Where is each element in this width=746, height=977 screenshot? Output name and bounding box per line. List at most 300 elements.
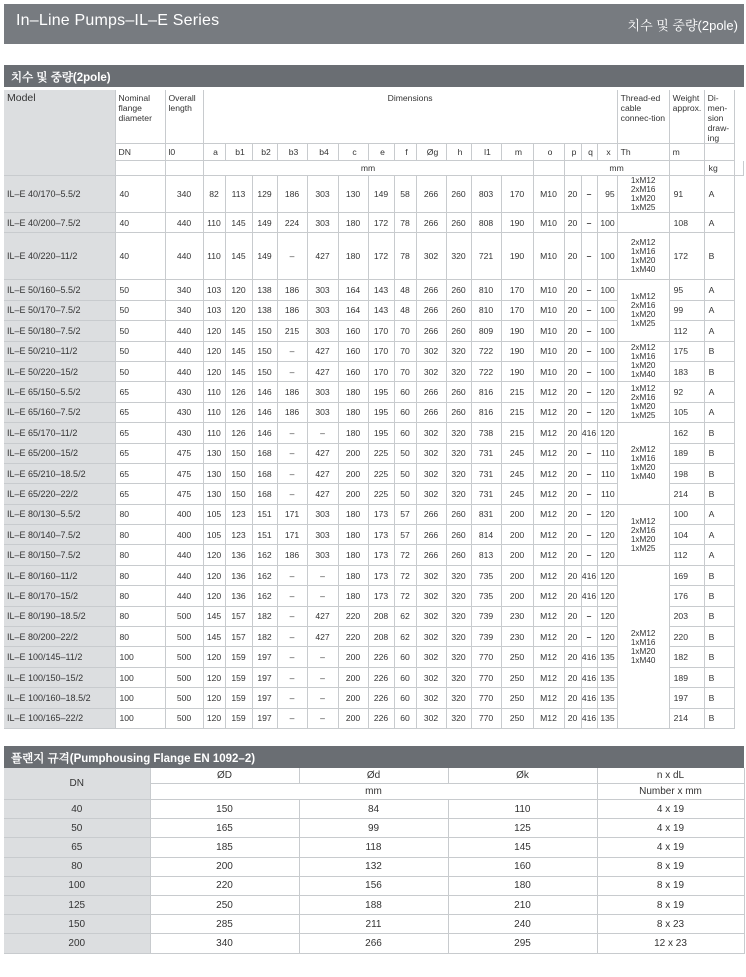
dim-cell-b3: – [277, 361, 307, 381]
dim-cell-g: 266 [416, 176, 446, 213]
dim-cell-h: 260 [446, 300, 471, 320]
bolt-circle-cell: 180 [448, 876, 597, 895]
dim-cell-h: 320 [446, 443, 471, 463]
column-symbol: DN [115, 144, 165, 161]
dim-cell-f: 48 [394, 300, 416, 320]
dim-cell-g: 302 [416, 484, 446, 504]
column-header-drawing: Di-men-sion draw-ing [704, 90, 734, 144]
dim-cell-x: 120 [597, 586, 617, 606]
dim-cell-f: 72 [394, 545, 416, 565]
drawing-cell: B [704, 565, 734, 585]
dn-cell: 100 [115, 647, 165, 667]
drawing-cell: B [704, 647, 734, 667]
dim-cell-l1: 770 [471, 647, 501, 667]
dn-cell: 50 [115, 361, 165, 381]
dim-cell-b2: 151 [252, 525, 277, 545]
column-header-dn: DN [4, 768, 150, 800]
model-cell: IL–E 50/210–11/2 [4, 341, 115, 361]
dim-cell-b3: 186 [277, 545, 307, 565]
dim-cell-l0: 475 [165, 484, 203, 504]
dim-cell-b2: 162 [252, 545, 277, 565]
dim-cell-b4: – [307, 647, 338, 667]
dim-cell-g: 266 [416, 504, 446, 524]
dim-cell-m: 190 [501, 233, 533, 280]
dim-cell-o: M12 [533, 565, 564, 585]
dim-cell-g: 266 [416, 525, 446, 545]
dim-cell-b2: 149 [252, 213, 277, 233]
weight-cell: 92 [669, 382, 704, 402]
units-cell [669, 161, 704, 176]
column-symbol: e [368, 144, 394, 161]
dim-cell-b1: 123 [225, 525, 252, 545]
dim-cell-l0: 440 [165, 361, 203, 381]
dim-cell-m: 190 [501, 341, 533, 361]
dim-cell-l0: 440 [165, 321, 203, 341]
weight-cell: 214 [669, 708, 704, 728]
dim-cell-b4: 427 [307, 463, 338, 483]
dim-cell-l1: 738 [471, 423, 501, 443]
dim-cell-b4: – [307, 586, 338, 606]
dim-cell-l0: 340 [165, 176, 203, 213]
dim-cell-x: 120 [597, 382, 617, 402]
dim-cell-g: 302 [416, 463, 446, 483]
dim-cell-f: 50 [394, 463, 416, 483]
dim-cell-b4: 427 [307, 627, 338, 647]
dim-cell-o: M12 [533, 708, 564, 728]
table-row [4, 800, 744, 819]
dim-cell-b4: 303 [307, 300, 338, 320]
dim-cell-b4: – [307, 708, 338, 728]
dim-cell-a: 145 [203, 627, 225, 647]
dim-cell-b1: 159 [225, 667, 252, 687]
dim-cell-e: 226 [368, 688, 394, 708]
dim-cell-a: 103 [203, 300, 225, 320]
dim-cell-b1: 150 [225, 443, 252, 463]
table-row [4, 233, 744, 280]
dim-cell-g: 302 [416, 688, 446, 708]
dim-cell-c: 164 [338, 300, 368, 320]
dim-cell-b3: – [277, 647, 307, 667]
dim-cell-p: 20 [564, 708, 581, 728]
dim-cell-b4: – [307, 423, 338, 443]
dim-cell-p: 20 [564, 504, 581, 524]
dim-cell-h: 320 [446, 586, 471, 606]
dn-cell: 50 [4, 819, 150, 838]
dim-cell-q: – [581, 280, 597, 300]
dim-cell-f: 57 [394, 525, 416, 545]
units-mm: mm [203, 161, 533, 176]
units-row [4, 161, 744, 176]
dim-cell-h: 320 [446, 463, 471, 483]
dim-cell-b1: 145 [225, 233, 252, 280]
dn-cell: 50 [115, 300, 165, 320]
column-symbol: b1 [225, 144, 252, 161]
dim-cell-g: 302 [416, 565, 446, 585]
drawing-cell: A [704, 213, 734, 233]
model-cell: IL–E 100/165–22/2 [4, 708, 115, 728]
dim-cell-q: 416 [581, 688, 597, 708]
model-cell: IL–E 100/145–11/2 [4, 647, 115, 667]
dim-cell-b3: 186 [277, 176, 307, 213]
dim-cell-p: 20 [564, 176, 581, 213]
dim-cell-l1: 831 [471, 504, 501, 524]
drawing-cell: B [704, 667, 734, 687]
dim-cell-q: – [581, 545, 597, 565]
dim-cell-m: 170 [501, 176, 533, 213]
dim-cell-x: 135 [597, 667, 617, 687]
weight-cell: 214 [669, 484, 704, 504]
column-header-cable: Thread-ed cable connec-tion [617, 90, 669, 144]
dim-cell-x: 110 [597, 484, 617, 504]
dim-cell-p: 20 [564, 300, 581, 320]
dim-cell-e: 170 [368, 341, 394, 361]
dim-cell-m: 215 [501, 423, 533, 443]
drawing-cell: B [704, 361, 734, 381]
dim-cell-x: 100 [597, 233, 617, 280]
model-cell: IL–E 40/200–7.5/2 [4, 213, 115, 233]
dn-cell: 40 [115, 213, 165, 233]
outer-diameter-cell: 285 [150, 915, 299, 934]
dim-cell-x: 100 [597, 361, 617, 381]
cable-connection-cell [617, 213, 669, 233]
dim-cell-p: 20 [564, 382, 581, 402]
dim-cell-l0: 500 [165, 708, 203, 728]
weight-cell: 172 [669, 233, 704, 280]
dim-cell-g: 302 [416, 647, 446, 667]
table-row [4, 213, 744, 233]
dim-cell-q: – [581, 382, 597, 402]
dim-cell-l0: 440 [165, 341, 203, 361]
drawing-cell: A [704, 176, 734, 213]
dim-cell-l1: 810 [471, 280, 501, 300]
dim-cell-q: – [581, 443, 597, 463]
dim-cell-x: 110 [597, 443, 617, 463]
dim-cell-o: M12 [533, 688, 564, 708]
drawing-cell: B [704, 627, 734, 647]
column-header-inner-diameter: Ød [299, 768, 448, 784]
dim-cell-b1: 120 [225, 300, 252, 320]
dim-cell-p: 20 [564, 443, 581, 463]
holes-cell: 4 x 19 [597, 838, 744, 857]
dim-cell-e: 195 [368, 423, 394, 443]
weight-cell: 112 [669, 545, 704, 565]
column-symbol: h [446, 144, 471, 161]
model-cell: IL–E 40/220–11/2 [4, 233, 115, 280]
dim-cell-b3: – [277, 586, 307, 606]
column-header-model: Model [4, 90, 115, 176]
dim-cell-g: 302 [416, 443, 446, 463]
dn-cell: 80 [115, 545, 165, 565]
dim-cell-a: 145 [203, 606, 225, 626]
column-symbol: a [203, 144, 225, 161]
dim-cell-g: 302 [416, 341, 446, 361]
dim-cell-q: 416 [581, 667, 597, 687]
dim-cell-c: 160 [338, 361, 368, 381]
weight-cell: 162 [669, 423, 704, 443]
dim-cell-b3: 171 [277, 504, 307, 524]
dim-cell-x: 120 [597, 545, 617, 565]
dim-cell-a: 120 [203, 688, 225, 708]
page-title: In–Line Pumps–IL–E Series [16, 12, 220, 29]
dim-cell-c: 160 [338, 321, 368, 341]
dim-cell-m: 245 [501, 443, 533, 463]
dim-cell-b2: 146 [252, 423, 277, 443]
bolt-circle-cell: 160 [448, 857, 597, 876]
dim-cell-g: 302 [416, 606, 446, 626]
dim-cell-b2: 162 [252, 565, 277, 585]
weight-cell: 175 [669, 341, 704, 361]
dim-cell-g: 266 [416, 545, 446, 565]
dim-cell-o: M12 [533, 606, 564, 626]
dn-cell: 65 [115, 382, 165, 402]
drawing-cell: A [704, 280, 734, 300]
holes-cell: 4 x 19 [597, 800, 744, 819]
weight-cell: 169 [669, 565, 704, 585]
dim-cell-b2: 182 [252, 627, 277, 647]
cable-connection-cell: 1xM12 2xM16 1xM20 1xM25 [617, 382, 669, 423]
section-title-dimensions [4, 65, 744, 87]
dim-cell-x: 100 [597, 213, 617, 233]
dim-cell-h: 260 [446, 213, 471, 233]
dimensions-table [4, 90, 744, 729]
dim-cell-b3: 171 [277, 525, 307, 545]
dn-cell: 100 [115, 708, 165, 728]
dim-cell-f: 57 [394, 504, 416, 524]
dim-cell-g: 266 [416, 300, 446, 320]
dim-cell-c: 200 [338, 708, 368, 728]
weight-cell: 220 [669, 627, 704, 647]
units-number-mm: Number x mm [597, 784, 744, 800]
dim-cell-x: 120 [597, 565, 617, 585]
dim-cell-f: 60 [394, 402, 416, 422]
cable-connection-cell: 2xM12 1xM16 1xM20 1xM40 [617, 423, 669, 505]
dim-cell-l1: 770 [471, 708, 501, 728]
dim-cell-b3: – [277, 484, 307, 504]
dim-cell-a: 120 [203, 565, 225, 585]
dim-cell-e: 226 [368, 667, 394, 687]
dim-cell-e: 172 [368, 213, 394, 233]
dim-cell-o: M10 [533, 341, 564, 361]
dim-cell-e: 149 [368, 176, 394, 213]
dim-cell-b1: 157 [225, 627, 252, 647]
dim-cell-c: 220 [338, 606, 368, 626]
dim-cell-l1: 809 [471, 321, 501, 341]
holes-cell: 12 x 23 [597, 934, 744, 953]
dim-cell-x: 120 [597, 504, 617, 524]
dim-cell-c: 200 [338, 688, 368, 708]
dim-cell-b2: 149 [252, 233, 277, 280]
dim-cell-c: 180 [338, 402, 368, 422]
dn-cell: 65 [115, 402, 165, 422]
dn-cell: 40 [115, 233, 165, 280]
drawing-cell: B [704, 443, 734, 463]
dim-cell-h: 320 [446, 627, 471, 647]
dim-cell-x: 135 [597, 647, 617, 667]
drawing-cell: B [704, 423, 734, 443]
table-row [4, 176, 744, 213]
dn-cell: 50 [115, 341, 165, 361]
dim-cell-h: 320 [446, 565, 471, 585]
dim-cell-g: 266 [416, 280, 446, 300]
drawing-cell: B [704, 688, 734, 708]
column-header-outer-diameter: ØD [150, 768, 299, 784]
dim-cell-e: 143 [368, 280, 394, 300]
column-symbol: Øg [416, 144, 446, 161]
dim-cell-l0: 500 [165, 627, 203, 647]
dim-cell-c: 200 [338, 484, 368, 504]
dim-cell-g: 302 [416, 708, 446, 728]
column-symbol: o [533, 144, 564, 161]
table-row [4, 280, 744, 300]
dim-cell-a: 103 [203, 280, 225, 300]
dim-cell-o: M10 [533, 176, 564, 213]
dim-cell-m: 215 [501, 402, 533, 422]
model-cell: IL–E 65/150–5.5/2 [4, 382, 115, 402]
bolt-circle-cell: 210 [448, 895, 597, 914]
dim-cell-o: M12 [533, 382, 564, 402]
dim-cell-l1: 721 [471, 233, 501, 280]
dim-cell-f: 60 [394, 647, 416, 667]
dim-cell-o: M12 [533, 667, 564, 687]
dim-cell-l0: 475 [165, 443, 203, 463]
dim-cell-b3: – [277, 708, 307, 728]
drawing-cell: A [704, 402, 734, 422]
dim-cell-b4: 427 [307, 484, 338, 504]
dim-cell-e: 170 [368, 361, 394, 381]
dim-cell-b2: 197 [252, 647, 277, 667]
dim-cell-b1: 123 [225, 504, 252, 524]
dim-cell-e: 225 [368, 443, 394, 463]
dim-cell-g: 266 [416, 213, 446, 233]
dn-cell: 80 [115, 565, 165, 585]
dn-cell: 200 [4, 934, 150, 953]
dn-cell: 50 [115, 321, 165, 341]
model-cell: IL–E 50/180–7.5/2 [4, 321, 115, 341]
column-header-bolt-circle: Øk [448, 768, 597, 784]
model-cell: IL–E 65/210–18.5/2 [4, 463, 115, 483]
model-cell: IL–E 40/170–5.5/2 [4, 176, 115, 213]
drawing-cell: A [704, 545, 734, 565]
model-cell: IL–E 50/160–5.5/2 [4, 280, 115, 300]
dim-cell-l1: 731 [471, 463, 501, 483]
dim-cell-h: 320 [446, 484, 471, 504]
dim-cell-c: 164 [338, 280, 368, 300]
dim-cell-o: M12 [533, 586, 564, 606]
dim-cell-e: 225 [368, 484, 394, 504]
table-row [4, 934, 744, 953]
dn-cell: 150 [4, 915, 150, 934]
dim-cell-b3: – [277, 565, 307, 585]
section-title-text: 치수 및 중량(2pole) [11, 72, 111, 84]
dim-cell-b2: 168 [252, 484, 277, 504]
column-header-overall-length: Overall length [165, 90, 203, 144]
column-symbol: x [597, 144, 617, 161]
dim-cell-b3: – [277, 443, 307, 463]
dim-cell-x: 120 [597, 627, 617, 647]
dim-cell-f: 60 [394, 382, 416, 402]
dim-cell-b3: – [277, 667, 307, 687]
weight-cell: 99 [669, 300, 704, 320]
dim-cell-x: 100 [597, 300, 617, 320]
dim-cell-b3: 215 [277, 321, 307, 341]
dim-cell-o: M10 [533, 233, 564, 280]
dim-cell-l0: 475 [165, 463, 203, 483]
dim-cell-b4: – [307, 667, 338, 687]
dim-cell-m: 250 [501, 647, 533, 667]
dim-cell-q: – [581, 504, 597, 524]
dim-cell-x: 120 [597, 402, 617, 422]
model-cell: IL–E 80/170–15/2 [4, 586, 115, 606]
dim-cell-q: – [581, 361, 597, 381]
weight-cell: 189 [669, 443, 704, 463]
dim-cell-g: 302 [416, 627, 446, 647]
dim-cell-o: M12 [533, 402, 564, 422]
dim-cell-b3: – [277, 463, 307, 483]
dim-cell-o: M12 [533, 504, 564, 524]
dim-cell-b2: 146 [252, 382, 277, 402]
dim-cell-a: 110 [203, 213, 225, 233]
dim-cell-e: 172 [368, 233, 394, 280]
dim-cell-b1: 126 [225, 402, 252, 422]
dim-cell-m: 200 [501, 565, 533, 585]
dim-cell-c: 200 [338, 647, 368, 667]
dim-cell-l1: 739 [471, 606, 501, 626]
dim-cell-h: 320 [446, 708, 471, 728]
weight-cell: 197 [669, 688, 704, 708]
dim-cell-g: 302 [416, 667, 446, 687]
dim-cell-f: 60 [394, 423, 416, 443]
table-row [4, 341, 744, 361]
cable-connection-cell: 2xM12 1xM16 1xM20 1xM40 [617, 233, 669, 280]
section-title-text: 플랜지 규격(Pumphousing Flange EN 1092–2) [11, 753, 256, 765]
drawing-cell: B [704, 484, 734, 504]
drawing-cell: A [704, 382, 734, 402]
bolt-circle-cell: 125 [448, 819, 597, 838]
dim-cell-b1: 159 [225, 647, 252, 667]
dim-cell-b3: – [277, 423, 307, 443]
table-row [4, 819, 744, 838]
dim-cell-a: 120 [203, 667, 225, 687]
drawing-cell: B [704, 463, 734, 483]
inner-diameter-cell: 118 [299, 838, 448, 857]
dim-cell-x: 110 [597, 463, 617, 483]
dim-cell-c: 180 [338, 382, 368, 402]
dim-cell-b1: 150 [225, 484, 252, 504]
dim-cell-l1: 739 [471, 627, 501, 647]
dim-cell-b4: – [307, 565, 338, 585]
column-symbol: l1 [471, 144, 501, 161]
drawing-cell: A [704, 525, 734, 545]
dim-cell-b2: 129 [252, 176, 277, 213]
model-cell: IL–E 50/220–15/2 [4, 361, 115, 381]
dim-cell-e: 173 [368, 565, 394, 585]
dim-cell-f: 60 [394, 688, 416, 708]
dim-cell-b1: 126 [225, 382, 252, 402]
cable-connection-cell: 1xM12 2xM16 1xM20 1xM25 [617, 280, 669, 341]
dim-cell-m: 190 [501, 361, 533, 381]
dim-cell-q: 416 [581, 423, 597, 443]
dim-cell-b1: 159 [225, 688, 252, 708]
dim-cell-h: 260 [446, 321, 471, 341]
table-row [4, 895, 744, 914]
dim-cell-m: 230 [501, 627, 533, 647]
dim-cell-b3: 186 [277, 280, 307, 300]
dim-cell-b2: 197 [252, 688, 277, 708]
dim-cell-h: 320 [446, 647, 471, 667]
dim-cell-f: 50 [394, 484, 416, 504]
dim-cell-p: 20 [564, 627, 581, 647]
dim-cell-p: 20 [564, 606, 581, 626]
